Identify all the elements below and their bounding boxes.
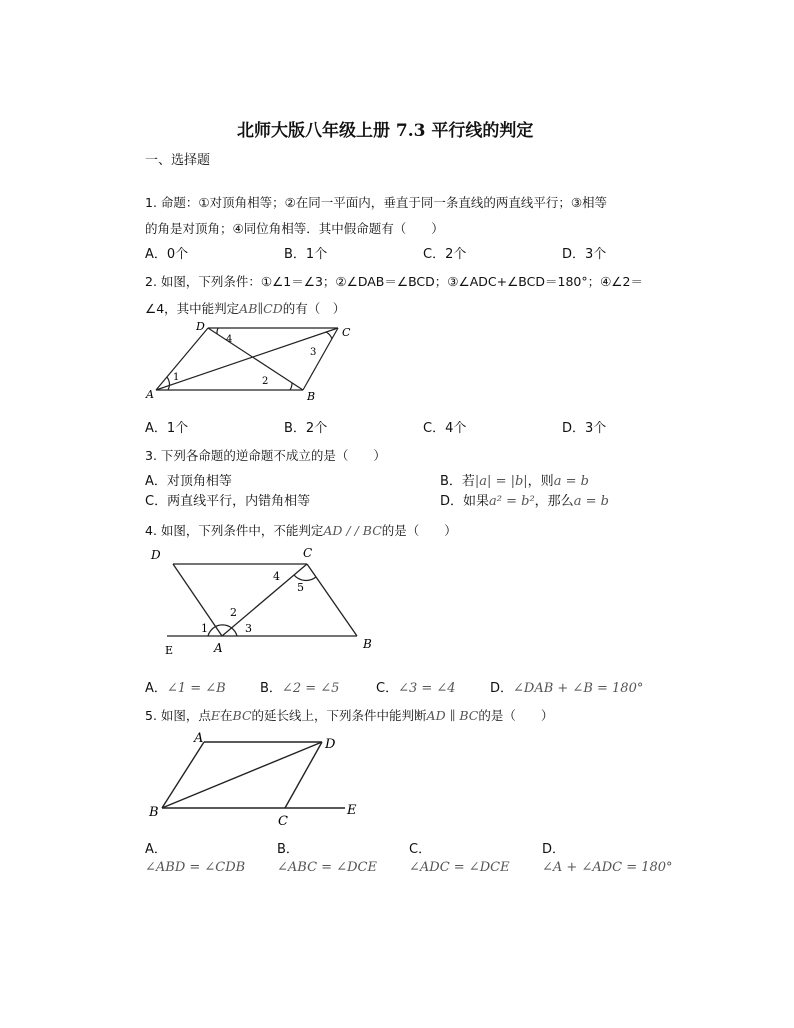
- q5-stem-end: 的是（ ）: [478, 708, 554, 723]
- q3-option-d-expr1: a² = b²: [489, 494, 535, 509]
- q4-angle-2: 2: [230, 606, 237, 619]
- q5-label-b: B: [149, 805, 159, 820]
- q3-option-b-text2: ，则: [527, 474, 554, 489]
- q4-stem-end: 的是（ ）: [381, 523, 457, 538]
- q4-angle-1: 1: [201, 622, 208, 635]
- q5-segment-cd: [285, 742, 322, 808]
- q4-option-d-expr: ∠DAB + ∠B = 180°: [513, 681, 644, 696]
- q2-figure: [140, 318, 360, 402]
- q5-parallel-expr: AD ∥ BC: [426, 708, 479, 723]
- q4-stem-text: 4. 如图，下列条件中，不能判定: [145, 523, 324, 538]
- q5-segment-ab: [162, 742, 204, 808]
- q3-option-b-expr1: |a| = |b|: [474, 474, 528, 489]
- q4-angle-4: 4: [273, 570, 280, 583]
- q1-option-c[interactable]: C．2个: [423, 247, 467, 262]
- q4-option-a-letter: A．: [145, 681, 167, 696]
- q4-label-e: E: [165, 644, 174, 657]
- q4-option-a-expr: ∠1 = ∠B: [166, 681, 226, 696]
- q2-option-a[interactable]: A．1个: [145, 421, 189, 436]
- q5-option-a-expr[interactable]: ∠ABD = ∠CDB: [145, 860, 246, 875]
- q4-option-c[interactable]: [376, 677, 456, 696]
- q3-stem: 3. 下列各命题的逆命题不成立的是（ ）: [145, 448, 386, 463]
- q2-stem-line1: 2. 如图，下列条件：①∠1＝∠3；②∠DAB＝∠BCD；③∠ADC+∠BCD＝180°；④∠2＝: [145, 274, 643, 289]
- q4-segment-cb: [307, 564, 357, 636]
- q2-angle-2: 2: [262, 376, 269, 387]
- q5-option-b-letter[interactable]: B．: [277, 842, 299, 857]
- q5-label-e: E: [347, 803, 357, 818]
- q5-figure: [145, 726, 375, 830]
- q4-option-b-expr: ∠2 = ∠5: [281, 681, 340, 696]
- q4-angle-3: 3: [245, 622, 252, 635]
- q2-segment-bc: [303, 328, 338, 390]
- q5-segment-bc: BC: [232, 708, 252, 723]
- q1-option-d[interactable]: D．3个: [562, 247, 607, 262]
- q4-option-a[interactable]: [145, 677, 226, 696]
- q5-stem-text1: 5. 如图，点: [145, 708, 211, 723]
- q3-option-b-text: B．若: [440, 474, 475, 489]
- q4-option-c-letter: C．: [376, 681, 399, 696]
- q4-option-d[interactable]: [490, 677, 643, 696]
- page-title: 北师大版八年级上册 7.3 平行线的判定: [237, 121, 534, 141]
- q5-option-d-letter[interactable]: D．: [542, 842, 566, 857]
- q4-option-c-expr: ∠3 = ∠4: [398, 681, 456, 696]
- q2-stem-end: 的有（ ）: [282, 301, 346, 316]
- q1-option-a[interactable]: A．0个: [145, 247, 189, 262]
- q5-diagonal-bd: [162, 742, 322, 808]
- q3-option-d-expr2: a = b: [573, 494, 609, 509]
- q3-option-d-text2: ，那么: [534, 494, 574, 509]
- q2-diagonal-db: [208, 328, 303, 390]
- q2-angle-arc-3: [326, 332, 332, 339]
- q3-option-b[interactable]: [440, 470, 589, 489]
- q2-angle-arc-4: [217, 328, 218, 334]
- q3-option-b-expr2: a = b: [553, 474, 589, 489]
- q4-option-d-letter: D．: [490, 681, 514, 696]
- q2-diagonal-ac: [156, 328, 338, 390]
- q2-stem-text: ∠4，其中能判定: [145, 301, 240, 316]
- q5-option-b-expr[interactable]: ∠ABC = ∠DCE: [277, 860, 377, 875]
- q2-option-c[interactable]: C．4个: [423, 421, 467, 436]
- q2-label-b: B: [307, 390, 316, 402]
- q2-angle-3: 3: [310, 347, 317, 358]
- q2-label-a: A: [146, 388, 154, 401]
- q5-label-a: A: [194, 731, 204, 746]
- q1-option-b[interactable]: B．1个: [284, 247, 328, 262]
- q2-angle-4: 4: [226, 334, 233, 345]
- q4-label-b: B: [363, 637, 372, 651]
- q2-label-d: D: [196, 320, 205, 333]
- q2-option-b[interactable]: B．2个: [284, 421, 328, 436]
- q4-figure: [145, 540, 385, 658]
- q3-option-a[interactable]: A．对顶角相等: [145, 474, 232, 489]
- q5-option-a-letter[interactable]: A．: [145, 842, 167, 857]
- q5-option-c-expr[interactable]: ∠ADC = ∠DCE: [409, 860, 510, 875]
- q3-option-d-text: D．如果: [440, 494, 490, 509]
- q4-stem: [145, 521, 457, 539]
- q5-stem-text2: 在: [220, 708, 233, 723]
- q5-label-c: C: [278, 814, 288, 829]
- q3-option-c[interactable]: C．两直线平行，内错角相等: [145, 494, 311, 509]
- q4-option-b-letter: B．: [260, 681, 282, 696]
- q5-point-e: E: [210, 708, 221, 723]
- q4-label-a: A: [214, 641, 223, 655]
- q1-stem-line2: 的角是对顶角；④同位角相等．其中假命题有（ ）: [145, 221, 444, 236]
- q5-stem: [145, 706, 553, 724]
- q2-stem-line2: [145, 299, 345, 317]
- q5-option-d-expr[interactable]: ∠A + ∠ADC = 180°: [542, 860, 673, 875]
- q2-option-d[interactable]: D．3个: [562, 421, 607, 436]
- q4-angle-5: 5: [297, 581, 304, 594]
- q2-angle-arc-2: [290, 383, 292, 390]
- q4-label-d: D: [151, 548, 161, 562]
- q2-label-c: C: [342, 326, 351, 339]
- section-heading: 一、选择题: [145, 153, 211, 168]
- q4-parallel-expr: AD / / BC: [323, 523, 382, 538]
- q4-option-b[interactable]: [260, 677, 339, 696]
- q1-stem-line1: 1. 命题：①对顶角相等；②在同一平面内，垂直于同一条直线的两直线平行；③相等: [145, 195, 608, 210]
- q2-angle-arc-1: [167, 377, 169, 390]
- q3-option-d[interactable]: [440, 490, 609, 509]
- q5-stem-text3: 的延长线上，下列条件中能判断: [251, 708, 427, 723]
- q5-label-d: D: [325, 737, 336, 752]
- q5-option-c-letter[interactable]: C．: [409, 842, 432, 857]
- q2-angle-1: 1: [173, 372, 180, 383]
- q4-angle-arc-c: [294, 575, 316, 580]
- q4-label-c: C: [303, 546, 313, 560]
- q4-segment-da: [173, 564, 222, 636]
- q2-parallel-expr: AB∥CD: [239, 301, 283, 316]
